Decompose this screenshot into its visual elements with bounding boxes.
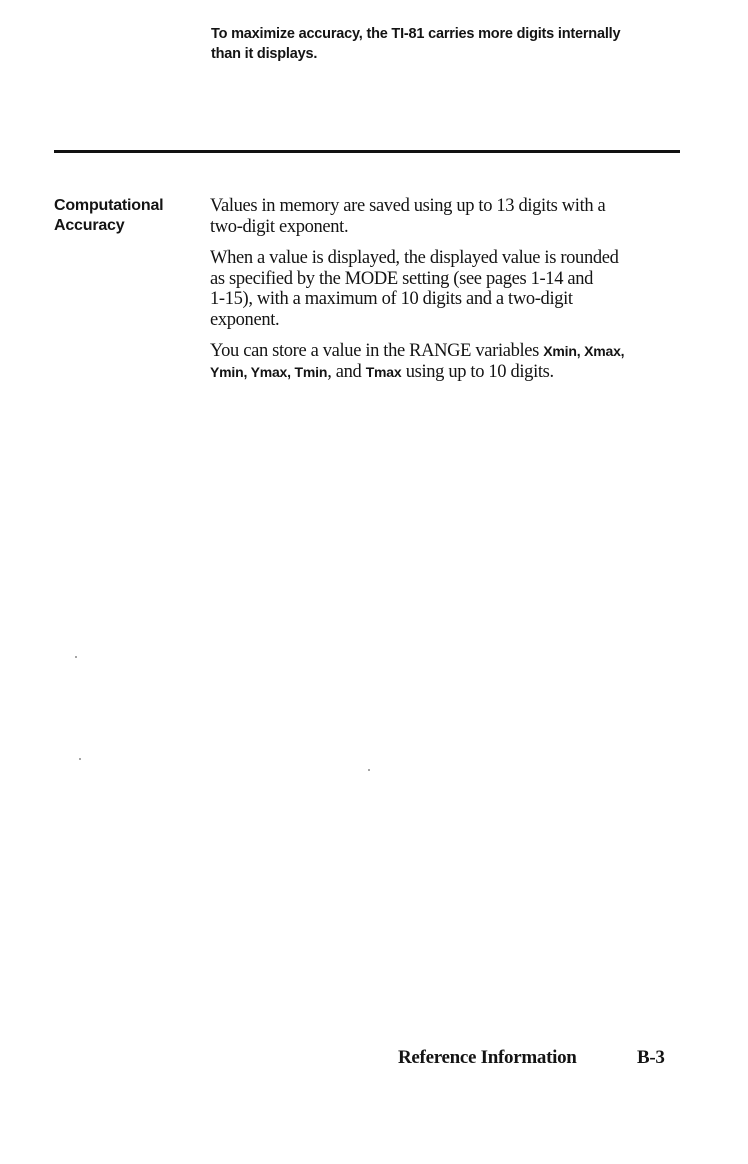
variable-tmin: Tmin: [294, 363, 328, 380]
scan-speck: [368, 769, 370, 771]
paragraph-line: 1-15), with a maximum of 10 digits and a two-digit: [210, 289, 573, 309]
paragraph-line: two-digit exponent.: [210, 216, 349, 237]
intro-note-line: than it displays.: [211, 46, 318, 62]
section-divider: [54, 150, 680, 153]
paragraph-storage: [210, 196, 685, 237]
separator: ,: [576, 343, 585, 359]
paragraph-text: You can store a value in the RANGE variables: [210, 341, 544, 361]
separator: ,: [243, 363, 251, 380]
section-body: [210, 196, 685, 393]
footer-section-title: Reference Information: [398, 1047, 577, 1068]
variable-xmax: Xmax: [584, 343, 621, 359]
paragraph-line: Values in memory are saved using up to 13 digits with a: [210, 196, 606, 216]
intro-note-line: To maximize accuracy, the TI-81 carries more digits internally: [211, 26, 621, 42]
paragraph-text: using up to 10 digits.: [401, 361, 554, 382]
variable-tmax: Tmax: [365, 363, 402, 380]
page-number: B-3: [637, 1047, 665, 1068]
separator: , and: [327, 361, 366, 382]
separator: ,: [620, 343, 625, 359]
paragraph-line: [210, 341, 685, 362]
paragraph-line: exponent.: [210, 309, 280, 330]
paragraph-display: [210, 248, 685, 330]
intro-note: [211, 24, 691, 64]
variable-xmin: Xmin: [543, 343, 577, 359]
variable-ymin: Ymin: [210, 363, 244, 380]
paragraph-line: as specified by the MODE setting (see pages 1-14 and: [210, 268, 594, 289]
section-heading: [54, 196, 204, 236]
variable-ymax: Ymax: [250, 363, 288, 380]
scan-speck: [79, 758, 81, 760]
section-heading-line: Computational: [54, 197, 164, 214]
section-heading-line: Accuracy: [54, 217, 125, 234]
paragraph-line: [210, 362, 685, 383]
paragraph-range-variables: [210, 341, 685, 382]
separator: ,: [287, 363, 295, 380]
paragraph-line: When a value is displayed, the displayed value is rounded: [210, 248, 619, 268]
scan-speck: [75, 656, 77, 658]
